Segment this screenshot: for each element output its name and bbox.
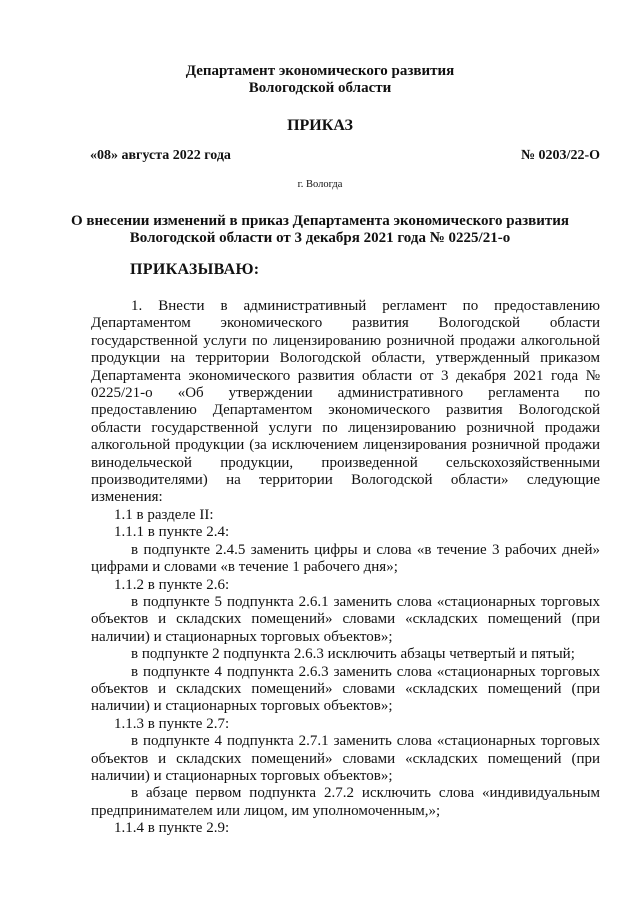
department-name-line1: Департамент экономического развития [185, 63, 455, 79]
subject-line2: Вологодской области от 3 декабря 2021 года № 0225/21-о [129, 230, 511, 246]
paragraph-item-1: 1. Внести в административный регламент по предоставлению Департаментом экономического развития Вологодской области государственной услуги по лицензированию розничной продажи алкогольной продукции на территории Вологодской области, утвержденный приказом Департамента экономического развития области от 3 декабря 2021 года № 0225/21-о «Об утверждении административного регламента по предоставлению Департаментом экономического развития Вологодской области государственной услуги по лицензированию розничной продажи алкогольной продукции (за исключением лицензирования розничной продажи винодельческой продукции, произведенной сельскохозяйственными производителями) на территории Вологодской области» следующие изменения: [91, 298, 600, 506]
paragraph-2-6-1: в подпункте 5 подпункта 2.6.1 заменить слова «стационарных торговых объектов и складских помещений» словами «складских помещений (при наличии) и стационарных торговых объектов»; [91, 593, 600, 645]
paragraph-section-1-1-1: 1.1.1 в пункте 2.4: [114, 524, 230, 541]
document-body [91, 298, 600, 838]
paragraph-2-4-5: в подпункте 2.4.5 заменить цифры и слова «в течение 3 рабочих дней» цифрами и словами «в течение 1 рабочего дня»; [91, 541, 600, 576]
paragraph-section-1-1-2: 1.1.2 в пункте 2.6: [114, 576, 230, 593]
paragraph-section-1-1-3: 1.1.3 в пункте 2.7: [114, 715, 230, 732]
paragraph-section-1-1: 1.1 в разделе II: [114, 506, 214, 523]
city-name: г. Вологда [297, 179, 343, 190]
subject-line1: О внесении изменений в приказ Департамента экономического развития [71, 213, 569, 229]
paragraph-section-1-1-4: 1.1.4 в пункте 2.9: [114, 820, 230, 837]
paragraph-2-7-1: в подпункте 4 подпункта 2.7.1 заменить слова «стационарных торговых объектов и складских помещений» словами «складских помещений (при наличии) и стационарных торговых объектов»; [91, 733, 600, 784]
paragraph-2-6-3-a: в подпункте 2 подпункта 2.6.3 исключить абзацы четвертый и пятый; [131, 646, 575, 663]
department-name-line2: Вологодской области [248, 80, 392, 96]
document-type-title: ПРИКАЗ [287, 117, 353, 134]
paragraph-2-6-3-b: в подпункте 4 подпункта 2.6.3 заменить слова «стационарных торговых объектов и складских помещений» словами «складских помещений (при наличии) и стационарных торговых объектов»; [91, 663, 600, 715]
decree-heading: ПРИКАЗЫВАЮ: [130, 261, 260, 278]
order-number: № 0203/22-О [520, 148, 600, 163]
order-date: «08» августа 2022 года [90, 148, 231, 163]
paragraph-2-7-2: в абзаце первом подпункта 2.7.2 исключить слова «индивидуальным предпринимателем или лицом, им уполномоченным,»; [91, 785, 600, 819]
